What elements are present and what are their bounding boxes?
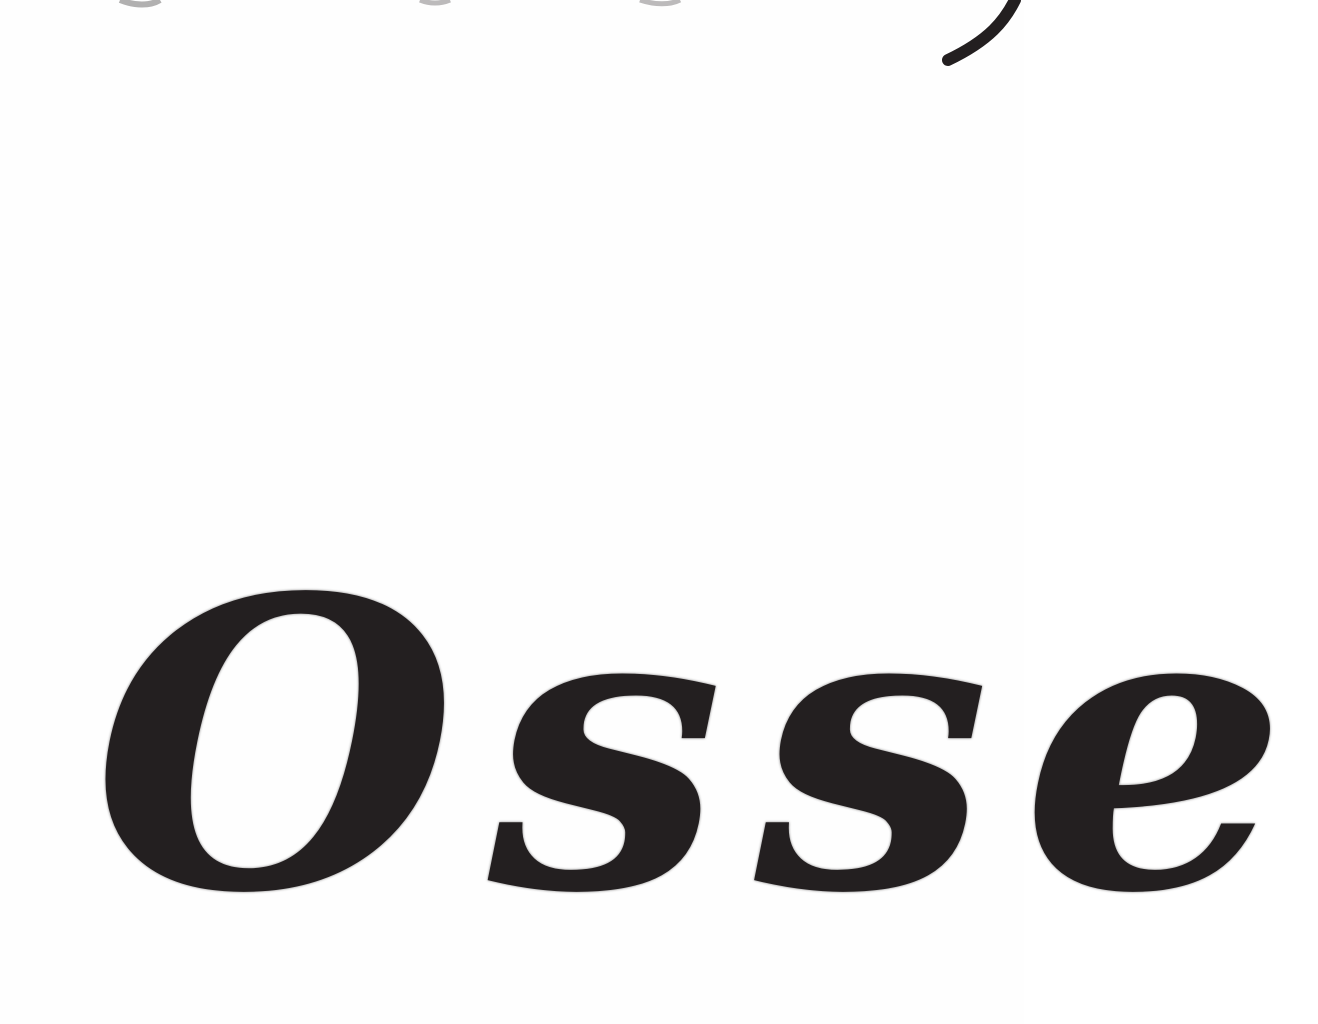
previous-line-fragment (0, 0, 1024, 80)
ink-stroke-fragments (0, 0, 1024, 80)
word-fragment: Osse (92, 512, 1318, 982)
